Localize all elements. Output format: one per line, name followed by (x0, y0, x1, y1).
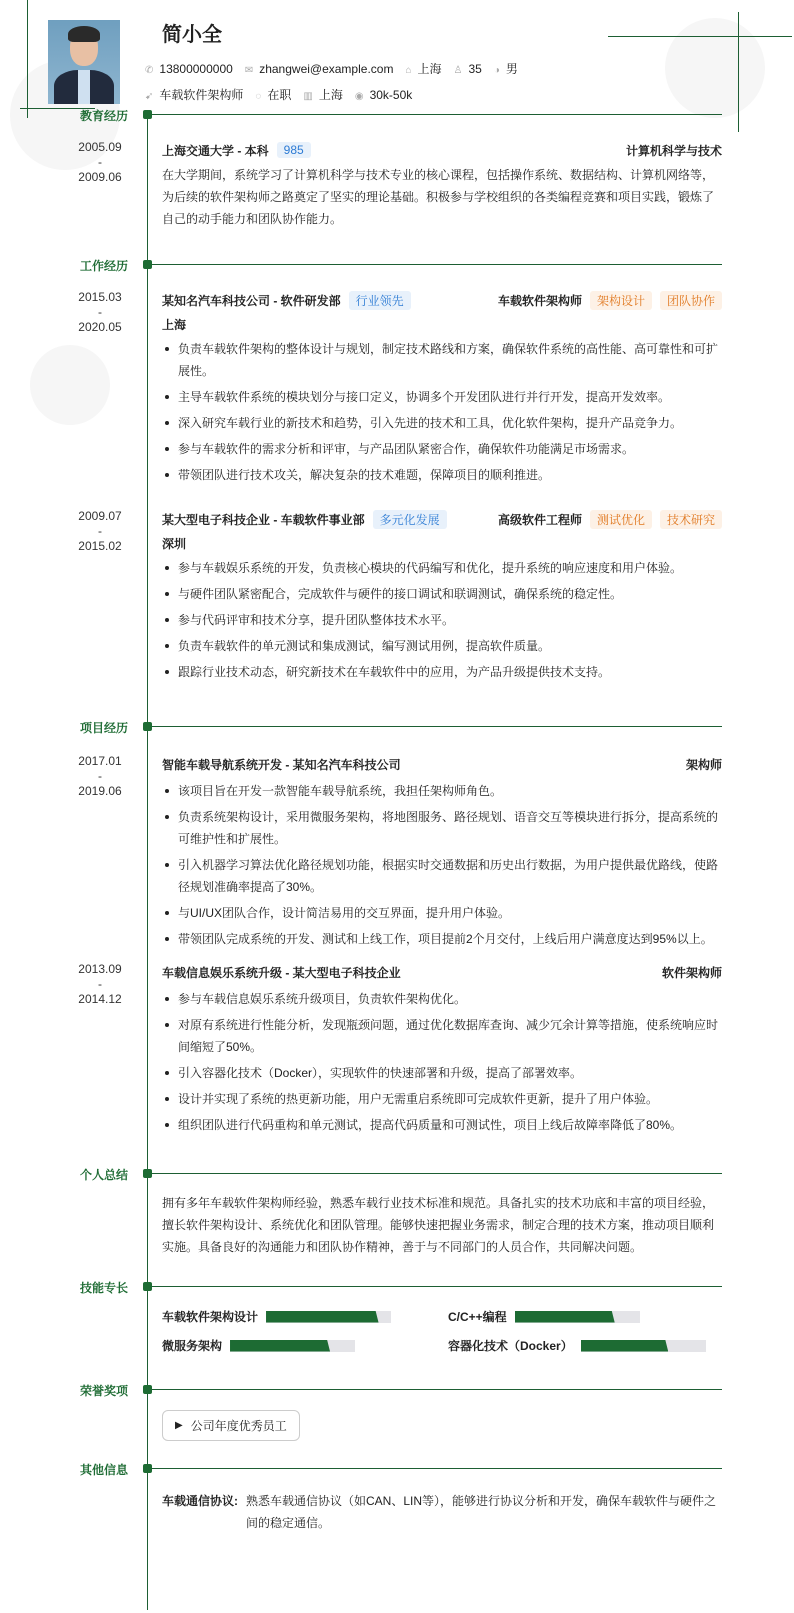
role: 车载软件架构师 (497, 293, 582, 308)
email: zhangwei@example.com (259, 61, 394, 76)
other-text: 熟悉车载通信协议（如CAN、LIN等），能够进行协议分析和开发，确保车载软件与硬件之间的稳定通信。 (246, 1494, 717, 1530)
divider (152, 1286, 722, 1287)
decor-circle (30, 345, 110, 425)
section-marker (143, 722, 152, 731)
location: 上海 (162, 318, 187, 332)
company: 某知名汽车科技公司 - 软件研发部 (162, 293, 341, 308)
skill-bar-fill (266, 1311, 379, 1323)
decor-line (27, 0, 28, 118)
skill-item: 容器化技术（Docker） (448, 1337, 728, 1354)
list-item: 深入研究车载行业的新技术和趋势，引入先进的技术和工具，优化软件架构，提升产品竞争力。 (162, 412, 722, 434)
divider (152, 1468, 722, 1469)
divider (152, 1173, 722, 1174)
phone: 13800000000 (159, 61, 233, 76)
salary: 30k-50k (369, 87, 413, 102)
list-item: 负责系统架构设计，采用微服务架构，将地图服务、路径规划、语音交互等模块进行拆分，提高系统的可维护性和扩展性。 (162, 806, 722, 850)
company: 某大型电子科技企业 - 车载软件事业部 (162, 512, 365, 527)
age: 35 (468, 61, 482, 76)
salary-icon: ◉ (354, 90, 364, 102)
section-title: 教育经历 (80, 109, 129, 123)
project-name: 车载信息娱乐系统升级 - 某大型电子科技企业 (162, 965, 401, 980)
school-name: 上海交通大学 - 本科 (162, 143, 269, 158)
home-icon: ⌂ (405, 65, 412, 76)
section-marker (143, 1169, 152, 1178)
company-tag: 行业领先 (349, 291, 411, 310)
city: 上海 (417, 62, 442, 76)
building-icon: ▥ (303, 91, 313, 102)
divider (152, 114, 722, 115)
divider (152, 726, 722, 727)
date-range: 2005.09 - 2009.06 (78, 140, 122, 184)
candidate-name: 简小全 (162, 24, 222, 46)
job-title: 车载软件架构师 (159, 88, 244, 102)
section-title: 技能专长 (80, 1281, 129, 1295)
list-item: 引入机器学习算法优化路径规划功能，根据实时交通数据和历史出行数据，为用户提供最优路线，使路径规划准确率提高了30%。 (162, 854, 722, 898)
skill-tag: 测试优化 (590, 510, 652, 529)
job-row (145, 86, 412, 103)
list-item: 带领团队完成系统的开发、测试和上线工作，项目提前2个月交付，上线后用户满意度达到95%以上。 (162, 928, 722, 950)
divider (152, 264, 722, 265)
role: 高级软件工程师 (497, 512, 582, 527)
decor-circle (665, 18, 765, 118)
list-item: 该项目旨在开发一款智能车载导航系统，我担任架构师角色。 (162, 780, 722, 802)
list-item: 带领团队进行技术攻关，解决复杂的技术难题，保障项目的顺利推进。 (162, 464, 722, 486)
section-marker (143, 1282, 152, 1291)
major: 计算机科学与技术 (625, 143, 722, 158)
skill-bar-fill (230, 1340, 330, 1352)
play-icon: ▶ (175, 1420, 183, 1431)
skill-tag: 团队协作 (660, 291, 722, 310)
list-item: 跟踪行业技术动态，研究新技术在车载软件中的应用，为产品升级提供技术支持。 (162, 661, 722, 683)
job-status: 在职 (267, 88, 292, 102)
company-tag: 多元化发展 (373, 510, 447, 529)
list-item: 引入容器化技术（Docker），实现软件的快速部署和升级，提高了部署效率。 (162, 1062, 722, 1084)
section-marker (143, 110, 152, 119)
status-icon: ◌ (255, 91, 262, 102)
email-icon: ✉ (244, 64, 254, 76)
list-item: 参与代码评审和技术分享，提升团队整体技术水平。 (162, 609, 722, 631)
age-icon: ♙ (453, 64, 463, 76)
skill-bar (515, 1311, 640, 1323)
list-item: 负责车载软件架构的整体设计与规划，制定技术路线和方案，确保软件系统的高性能、高可靠性和可扩展性。 (162, 338, 722, 382)
list-item: 参与车载娱乐系统的开发，负责核心模块的代码编写和优化，提升系统的响应速度和用户体验。 (162, 557, 722, 579)
list-item: 与硬件团队紧密配合，完成软件与硬件的接口调试和联调测试，确保系统的稳定性。 (162, 583, 722, 605)
section-marker (143, 260, 152, 269)
role: 软件架构师 (661, 965, 722, 980)
section-marker (143, 1385, 152, 1394)
section-title: 荣誉奖项 (80, 1384, 129, 1398)
section-title: 其他信息 (80, 1463, 129, 1477)
section-marker (143, 1464, 152, 1473)
skill-bar (581, 1340, 706, 1352)
education-desc: 在大学期间，系统学习了计算机科学与技术专业的核心课程，包括操作系统、数据结构、计算机网络等，为后续的软件架构师之路奠定了坚实的理论基础。积极参与学校组织的各类编程竞赛和项目实践，锻炼了自己的动手能力和团队协作能力。 (162, 168, 715, 226)
list-item: 对原有系统进行性能分析，发现瓶颈问题，通过优化数据库查询、减少冗余计算等措施，使系统响应时间缩短了50%。 (162, 1014, 722, 1058)
avatar (48, 20, 120, 104)
section-title: 项目经历 (80, 721, 129, 735)
school-tag: 985 (277, 142, 311, 158)
date-range: 2017.01 - 2019.06 (78, 754, 122, 798)
award-item: ▶ 公司年度优秀员工 (162, 1410, 300, 1441)
list-item: 组织团队进行代码重构和单元测试，提高代码质量和可测试性，项目上线后故障率降低了80%。 (162, 1114, 722, 1136)
decor-line (738, 12, 739, 132)
section-title: 工作经历 (80, 259, 129, 273)
list-item: 参与车载信息娱乐系统升级项目，负责软件架构优化。 (162, 988, 722, 1010)
role: 架构师 (685, 757, 722, 772)
skill-item: C/C++编程 (448, 1308, 728, 1325)
divider (152, 1389, 722, 1390)
summary-text: 拥有多年车载软件架构师经验，熟悉车载行业技术标准和规范。具备扎实的技术功底和丰富的项目经验，擅长软件架构设计、系统优化和团队管理。能够快速把握业务需求，制定合理的技术方案，推动项目顺利实施。具备良好的沟通能力和团队协作精神，善于与不同部门的人员合作，共同解决问题。 (162, 1196, 715, 1254)
section-title: 个人总结 (80, 1168, 129, 1182)
date-range: 2013.09 - 2014.12 (78, 962, 122, 1006)
skill-bar-fill (581, 1340, 669, 1352)
list-item: 负责车载软件的单元测试和集成测试，编写测试用例，提高软件质量。 (162, 635, 722, 657)
target-city: 上海 (318, 88, 343, 102)
decor-line (608, 36, 792, 37)
date-range: 2015.03 - 2020.05 (78, 290, 122, 334)
list-item: 设计并实现了系统的热更新功能，用户无需重启系统即可完成软件更新，提升了用户体验。 (162, 1088, 722, 1110)
project-name: 智能车载导航系统开发 - 某知名汽车科技公司 (162, 757, 401, 772)
location: 深圳 (162, 537, 187, 551)
skill-bar (230, 1340, 355, 1352)
skill-tag: 技术研究 (660, 510, 722, 529)
skill-bar-fill (515, 1311, 615, 1323)
list-item: 参与车载软件的需求分析和评审，与产品团队紧密合作，确保软件功能满足市场需求。 (162, 438, 722, 460)
list-item: 主导车载软件系统的模块划分与接口定义，协调多个开发团队进行并行开发，提高开发效率。 (162, 386, 722, 408)
contact-row (145, 60, 518, 77)
date-range: 2009.07 - 2015.02 (78, 509, 122, 553)
list-item: 与UI/UX团队合作，设计简洁易用的交互界面，提升用户体验。 (162, 902, 722, 924)
skill-item: 微服务架构 (162, 1337, 448, 1354)
other-label: 车载通信协议: (162, 1494, 238, 1508)
send-icon: ➹ (145, 91, 154, 102)
gender: 男 (505, 62, 518, 76)
skill-tag: 架构设计 (590, 291, 652, 310)
phone-icon: ✆ (145, 64, 154, 76)
skill-item: 车载软件架构设计 (162, 1308, 448, 1325)
gender-icon: ◑ (493, 65, 500, 76)
skill-bar (266, 1311, 391, 1323)
